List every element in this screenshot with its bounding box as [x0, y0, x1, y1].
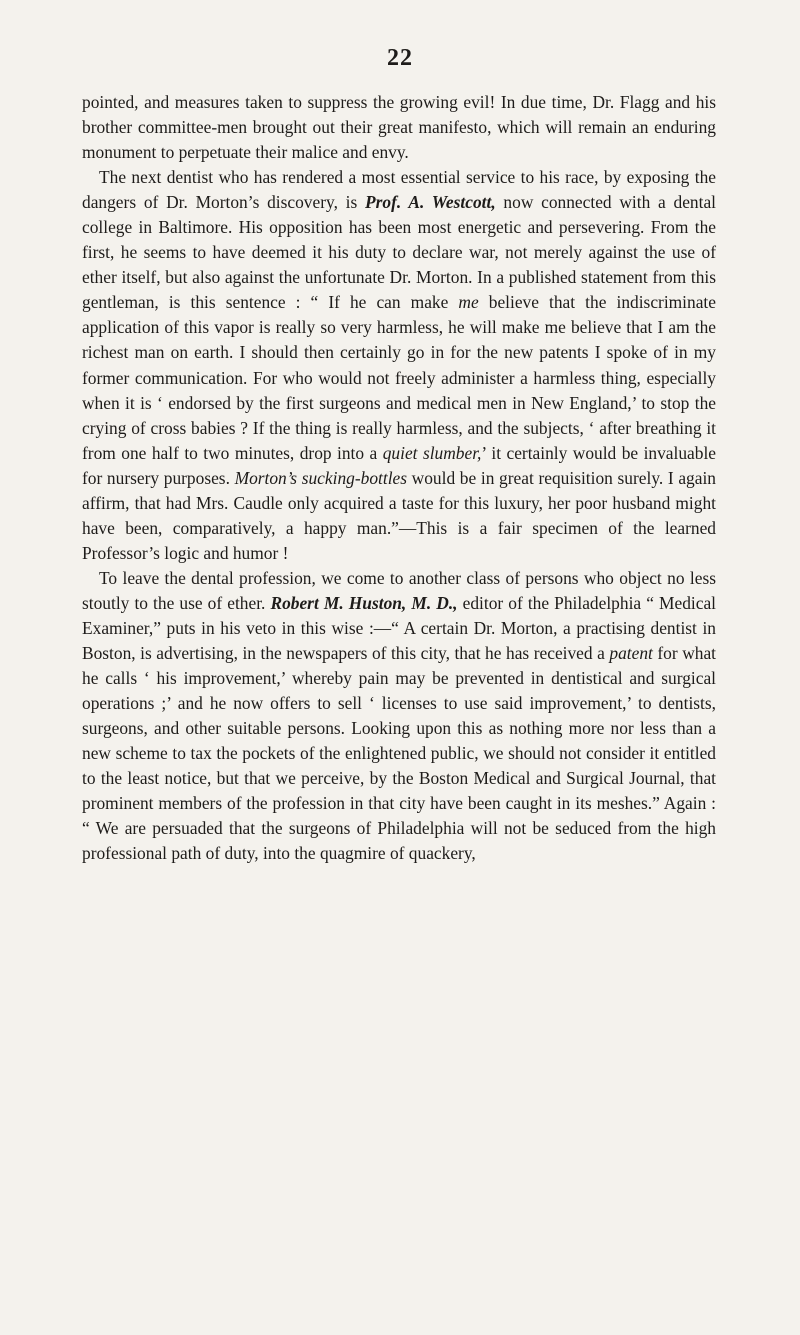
huston-name: Robert M. Huston, M. D., — [270, 592, 458, 613]
body-text — [82, 90, 716, 866]
emphasis-quiet-slumber: quiet slumber, — [382, 442, 482, 463]
paragraph-2-text-1: The next dentist who has rendered a most essential service to his race, by exposing the dangers of Dr. Morton’s discovery, is — [82, 167, 716, 213]
paragraph-3-text-1: To leave the dental profession, we come to another class of persons who object no less stoutly to the use of ether. — [82, 567, 716, 613]
paragraph-1-text: pointed, and measures taken to suppress the growing evil! In due time, Dr. Flagg and his brother committee-men brought out their great manifesto, which will remain an enduring monument to perpetuate their malice and envy. — [82, 92, 716, 163]
emphasis-me: me — [458, 292, 479, 313]
paragraph-2-text-7: ’ it certainly would be invaluable for nursery purposes. — [82, 442, 716, 488]
paragraph-1 — [82, 90, 716, 165]
emphasis-patent: patent — [609, 643, 653, 664]
paragraph-2-text-9: would be in great requisition surely. I again affirm, that had Mrs. Caudle only acquired a taste for this luxury, her poor husband might have been, comparatively, a happy man.”—This is a fair specimen of the learned Professor’s logic and humor ! — [82, 467, 716, 563]
page-number: 22 — [387, 45, 413, 71]
paragraph-3-text-5: for what he calls ‘ his improvement,’ whereby pain may be prevented in dentistical and surgical operations ;’ and he now offers to sell ‘ licenses to use said improvement,’ to dentists, surgeons, and other suitable persons. Looking upon this as nothing more nor less than a new scheme to tax the pockets of the enlightened public, we should not consider it entitled to the least notice, but that we perceive, by the Boston Medical and Surgical Journal, that prominent members of the profession in that city have been caught in its meshes.” Again : “ We are persuaded that the surgeons of Philadelphia will not be seduced from the high professional path of duty, into the quagmire of quackery, — [82, 643, 717, 864]
westcott-name: Prof. A. Westcott, — [365, 192, 496, 213]
emphasis-sucking-bottles: Morton’s sucking-bottles — [234, 467, 408, 488]
paragraph-2-text-5: believe that the indiscriminate application of this vapor is really so very harmless, he will make me believe that I am the richest man on earth. I should then certainly go in for the new patents I spoke of in my former communication. For who would not freely administer a harmless thing, especially when it is ‘ endorsed by the first surgeons and medical men in New England,’ to stop the crying of cross babies ? If the thing is really harmless, and the subjects, ‘ after breathing it from one half to two minutes, drop into a — [82, 292, 716, 463]
paragraph-2 — [82, 165, 716, 566]
paragraph-3 — [82, 566, 716, 867]
paragraph-2-text-3: now connected with a dental college in Baltimore. His opposition has been most energetic and persevering. From the first, he seems to have deemed it his duty to declare war, not merely against the use of ether itself, but also against the unfortunate Dr. Morton. In a published statement from this gentleman, is this sentence : “ If he can make — [82, 192, 717, 313]
paragraph-3-text-3: editor of the Philadelphia “ Medical Examiner,” puts in his veto in this wise :—“ A certain Dr. Morton, a practising dentist in Boston, is advertising, in the newspapers of this city, that he has received a — [82, 592, 716, 664]
